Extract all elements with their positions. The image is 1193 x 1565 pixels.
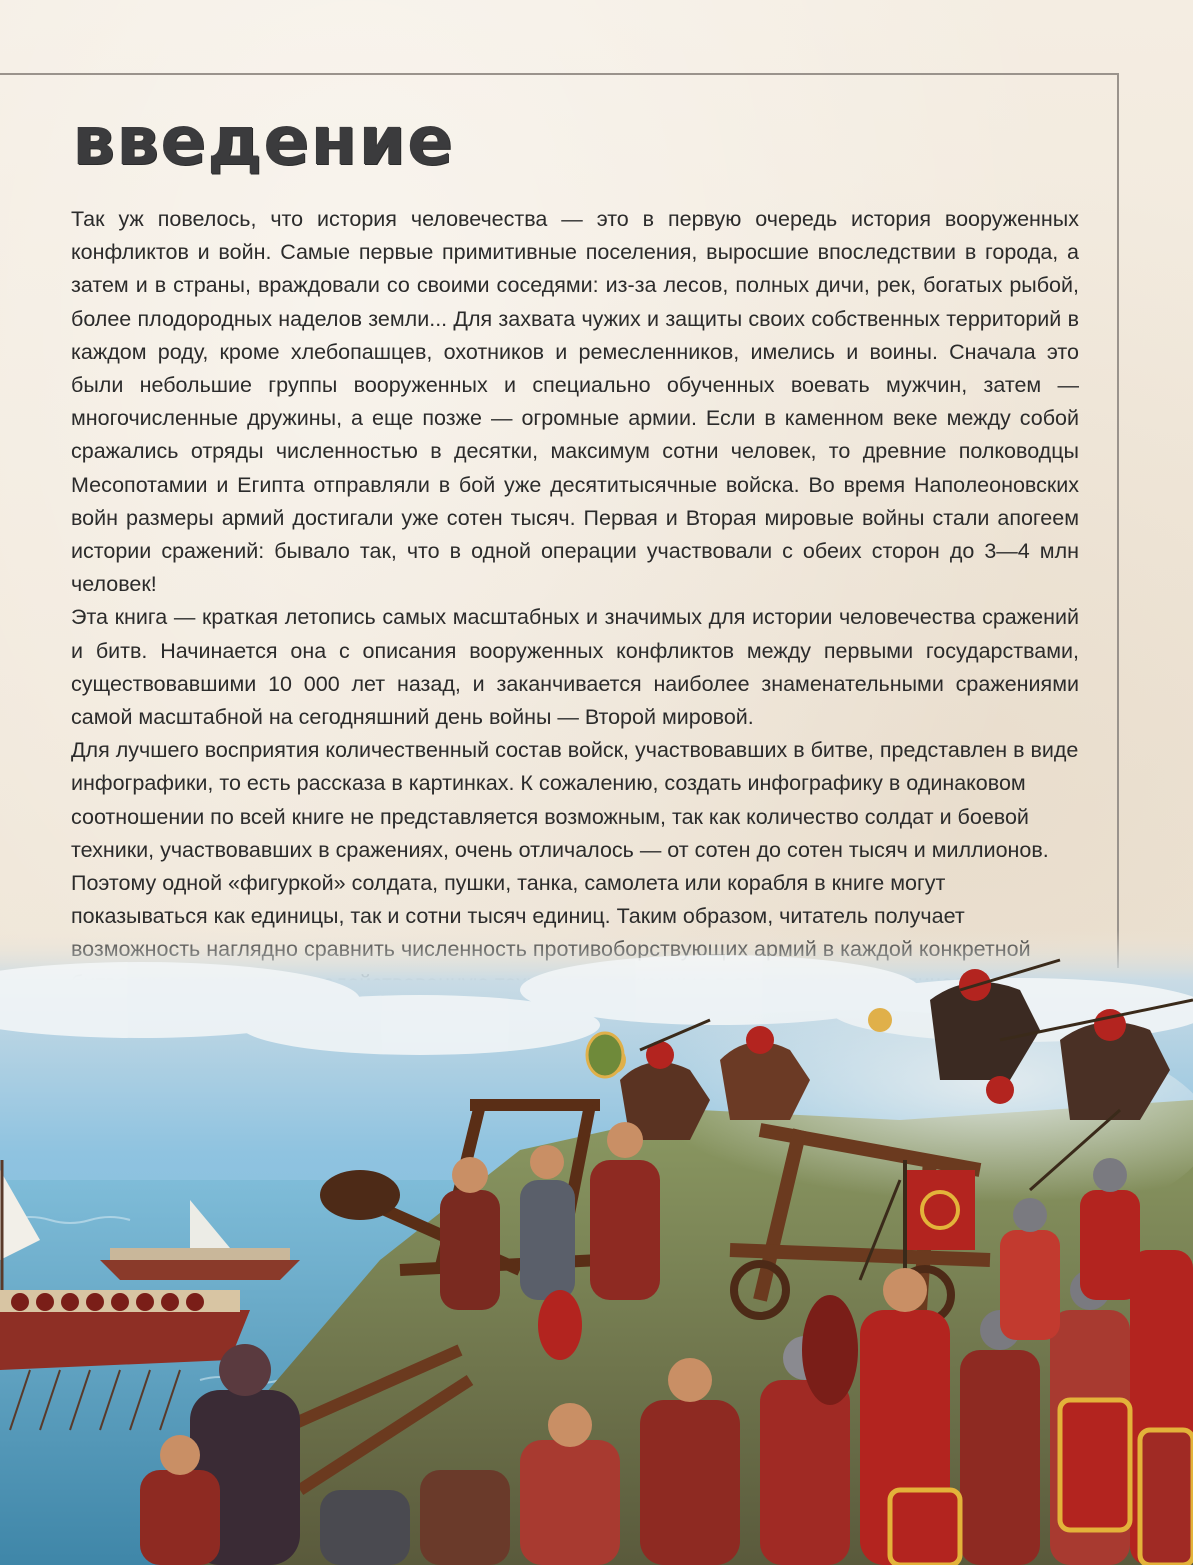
frame-line-right <box>1117 73 1119 968</box>
battle-scene-svg <box>0 930 1193 1565</box>
paragraph-1: Так уж повелось, что история человечества — это в первую очередь история вооруженных конфликтов и войн. Самые первые примитивные поселения, выросшие впоследствии в города, а затем и в страны, враждовали со своими соседями: из-за лесов, полных дичи, рек, богатых рыбой, более плодородных наделов земли... Для захвата чужих и защиты своих собственных территорий в каждом роду, кроме хлебопашцев, охотников и ремесленников, имелись и воины. Сначала это были небольшие группы вооруженных и специально обученных воевать мужчин, затем — многочисленные дружины, а еще позже — огромные армии. Если в каменном веке между собой сражались отряды численностью в десятки, максимум сотни человек, то древние полководцы Месопотамии и Египта отправляли в бой уже десятитысячные войска. Во время Наполеоновских войн размеры армий достигали уже сотен тысяч. Первая и Вторая мировые войны стали апогеем истории сражений: бывало так, что в одной операции участвовали с обеих сторон до 3—4 млн человек! <box>71 207 1079 597</box>
battle-illustration <box>0 930 1193 1565</box>
catapult-bucket <box>320 1170 400 1220</box>
paragraph-2: Эта книга — краткая летопись самых масштабных и значимых для истории человечества сражений и битв. Начинается она с описания вооруженных конфликтов между первыми государствами, существовавшими 10 000 лет назад, и заканчивается наиболее знаменательными сражениями самой масштабной на сегодняшний день войны — Второй мировой. <box>71 605 1079 730</box>
paragraph-3: Для лучшего восприятия количественный состав войск, участвовавших в битве, представлен в виде инфографики, то есть рассказа в картинках. К сожалению, создать инфографику в одинаковом соотношении по всей книге не представляется возможным, так как количество солдат и боевой техники, участвовавших в сражениях, очень отличалось — от сотен до сотен тысяч и миллионов. Поэтому одной «фигуркой» солдата, пушки, танка, самолета или корабля в книге могут показываться как единицы, так и сотни тысяч единиц. Таким образом, читатель получает <box>71 738 1079 929</box>
frame-line-top <box>0 73 1119 75</box>
red-banner <box>905 1170 975 1250</box>
body-text <box>71 203 1079 1033</box>
page-title: введение <box>72 102 454 181</box>
